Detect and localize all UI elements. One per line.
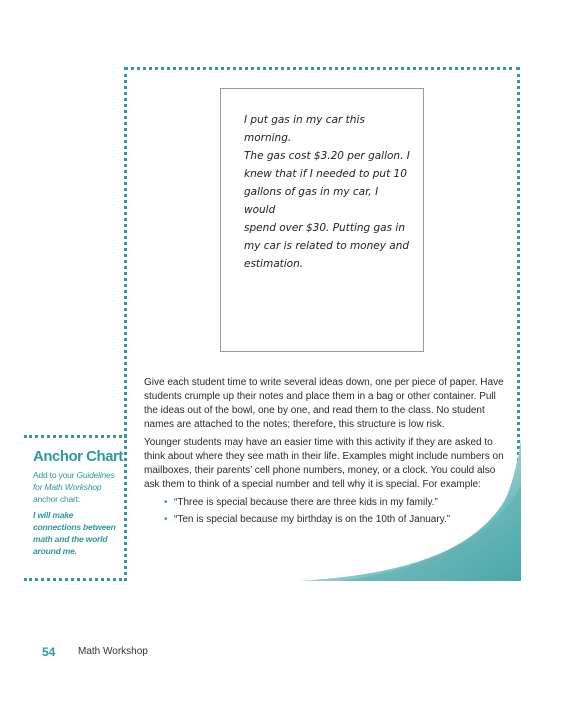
bullet-icon: • <box>164 497 168 508</box>
note-line: my car is related to money and <box>244 240 410 252</box>
anchor-chart-content <box>33 448 123 557</box>
page-number: 54 <box>42 645 56 659</box>
anchor-chart-statement: I will make connections between math and the world around me. <box>33 510 116 556</box>
anchor-chart-title: Anchor Chart <box>33 448 123 465</box>
list-item: • “Three is special because there are three kids in my family.” <box>164 497 438 508</box>
note-line: The gas cost $3.20 per gallon. I <box>244 150 410 162</box>
anchor-chart-instruction: Add to your Guidelines for Math Workshop anchor chart: <box>33 470 115 504</box>
note-line: estimation. <box>244 258 304 270</box>
book-title: Math Workshop <box>78 646 148 657</box>
note-line: spend over $30. Putting gas in <box>244 222 405 234</box>
paragraph-2: Younger students may have an easier time with this activity if they are asked to think about where they see math in their life. Examples might include numbers on mailboxes, their parents’ cell phone numbers, money, or a clock. You could also ask them to think of a special number and tell why it is special. For example: <box>144 437 504 490</box>
note-line: I put gas in my car this morning. <box>244 114 365 144</box>
list-item: • “Ten is special because my birthday is on the 10th of January.” <box>164 514 451 525</box>
handwritten-note-text <box>244 111 412 273</box>
note-line: gallons of gas in my car, I would <box>244 186 379 216</box>
example-list <box>144 496 504 527</box>
note-line: knew that if I needed to put 10 <box>244 168 407 180</box>
bullet-icon: • <box>164 514 168 525</box>
paragraph-1: Give each student time to write several ideas down, one per piece of paper. Have students crumple up their notes and place them in a bag or other container. Pull the ideas out of the bowl, one by one, and read them to the class. No student names are attached to the notes; therefore, this structure is low risk. <box>144 377 504 430</box>
body-text <box>144 376 504 530</box>
